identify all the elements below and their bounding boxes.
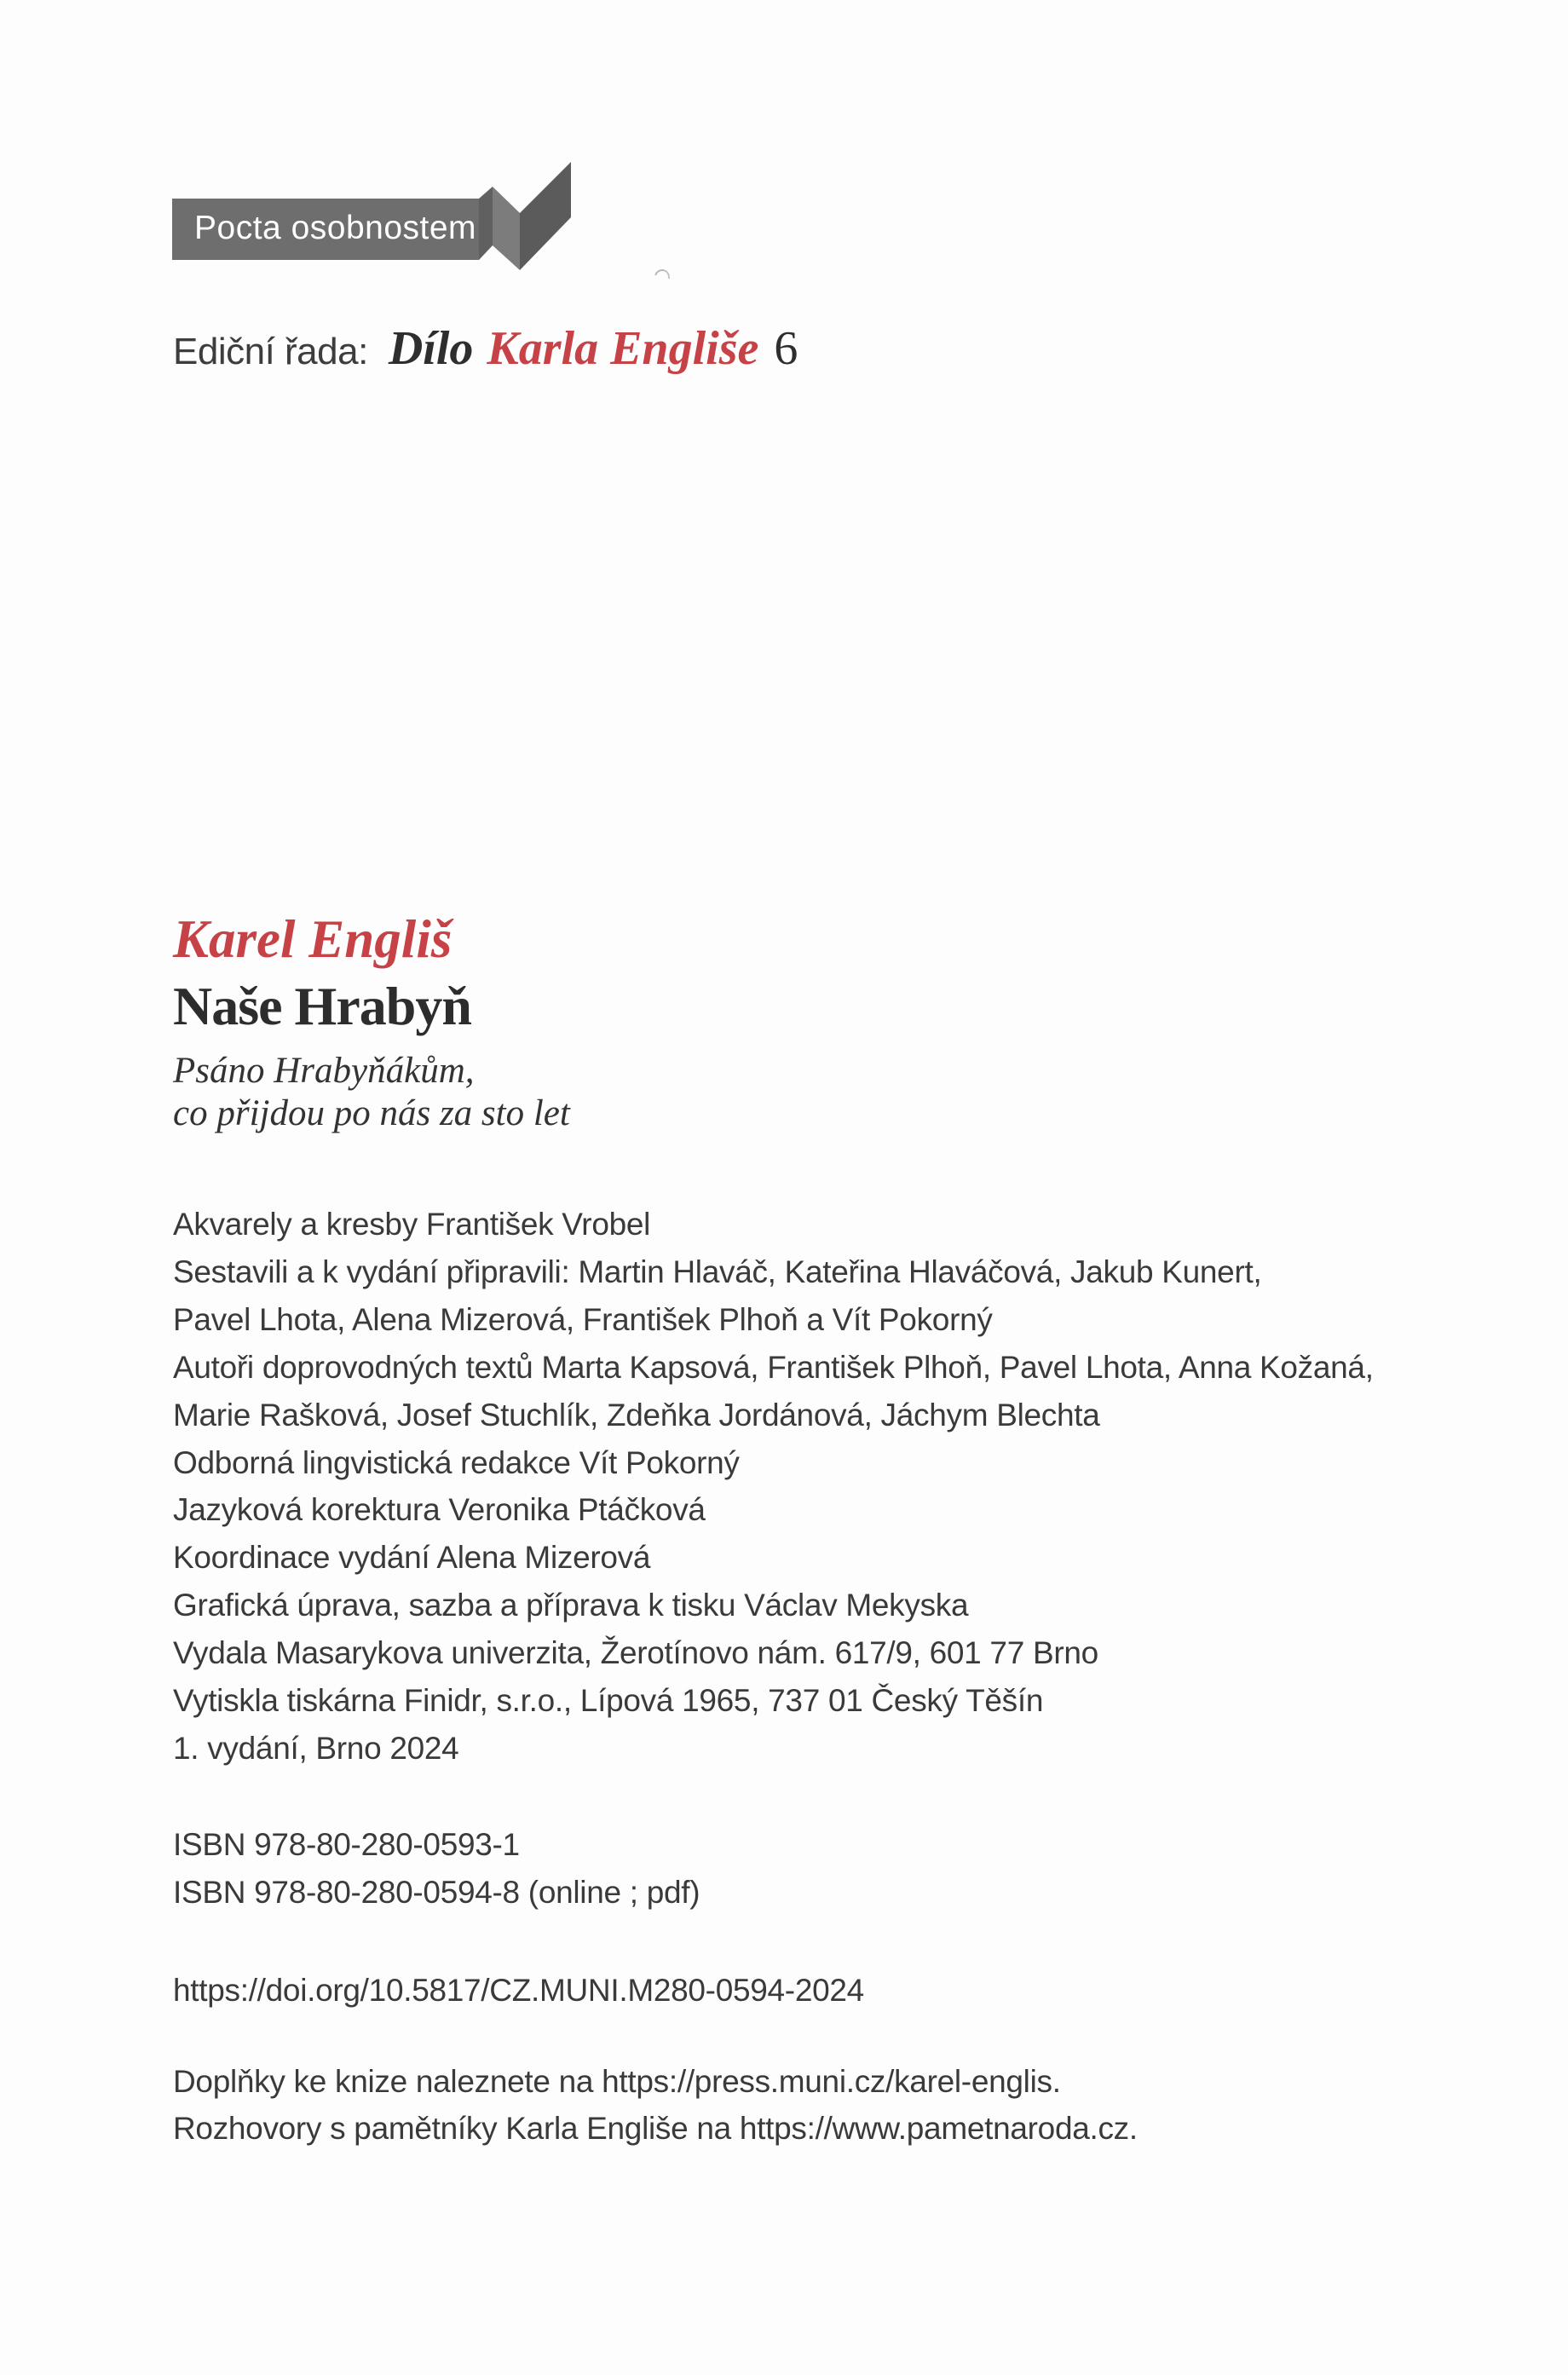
isbn-block (173, 1821, 700, 1917)
credit-line: Pavel Lhota, Alena Mizerová, František Plhoň a Vít Pokorný (173, 1301, 993, 1337)
ribbon-fold-segment (493, 187, 520, 270)
credits-block (173, 1201, 1374, 1773)
credit-line: Vydala Masarykova univerzita, Žerotínovo nám. 617/9, 601 77 Brno (173, 1635, 1098, 1671)
badge-label: Pocta osobnostem (194, 210, 477, 246)
book-subtitle-line: Psáno Hrabyňákům, (173, 1051, 475, 1091)
credit-line: Odborná lingvistická redakce Vít Pokorný (173, 1444, 740, 1480)
notes-block (173, 2059, 1138, 2152)
book-author: Karel Engliš (173, 909, 453, 969)
badge-band (172, 199, 479, 260)
isbn-line: ISBN 978-80-280-0593-1 (173, 1827, 520, 1862)
credit-line: Autoři doprovodných textů Marta Kapsová, František Plhoň, Pavel Lhota, Anna Kožaná, (173, 1349, 1374, 1385)
credit-line: Sestavili a k vydání připravili: Martin Hlaváč, Kateřina Hlaváčová, Jakub Kunert, (173, 1254, 1262, 1289)
book-title: Naše Hrabyň (173, 976, 471, 1036)
credit-line: Akvarely a kresby František Vrobel (173, 1207, 651, 1242)
credit-line: Grafická úprava, sazba a příprava k tisku Václav Mekyska (173, 1588, 969, 1623)
doi-line: https://doi.org/10.5817/CZ.MUNI.M280-0594-2024 (173, 1973, 864, 2008)
ribbon-fold-segment (520, 162, 571, 270)
credit-line: Koordinace vydání Alena Mizerová (173, 1540, 651, 1576)
series-work-title: Dílo (388, 322, 474, 375)
ribbon-fold-icon (479, 156, 581, 284)
series-volume: 6 (774, 322, 798, 375)
series-line (173, 322, 798, 375)
note-line: Doplňky ke knize naleznete na https://press.muni.cz/karel-englis. (173, 2064, 1061, 2099)
ribbon-fold-segment (479, 187, 493, 260)
series-label: Ediční řada: (173, 331, 368, 372)
credit-line: Vytiskla tiskárna Finidr, s.r.o., Lípová 1965, 737 01 Český Těšín (173, 1683, 1044, 1719)
credit-line: 1. vydání, Brno 2024 (173, 1730, 459, 1766)
scan-speck-artifact (652, 267, 673, 288)
isbn-line: ISBN 978-80-280-0594-8 (online ; pdf) (173, 1875, 700, 1910)
series-author: Karla Engliše (487, 322, 759, 375)
book-subtitle-line: co přijdou po nás za sto let (173, 1093, 570, 1133)
credit-line: Marie Rašková, Josef Stuchlík, Zdeňka Jordánová, Jáchym Blechta (173, 1397, 1100, 1432)
note-line: Rozhovory s pamětníky Karla Engliše na https://www.pametnaroda.cz. (173, 2110, 1138, 2146)
credit-line: Jazyková korektura Veronika Ptáčková (173, 1492, 706, 1528)
